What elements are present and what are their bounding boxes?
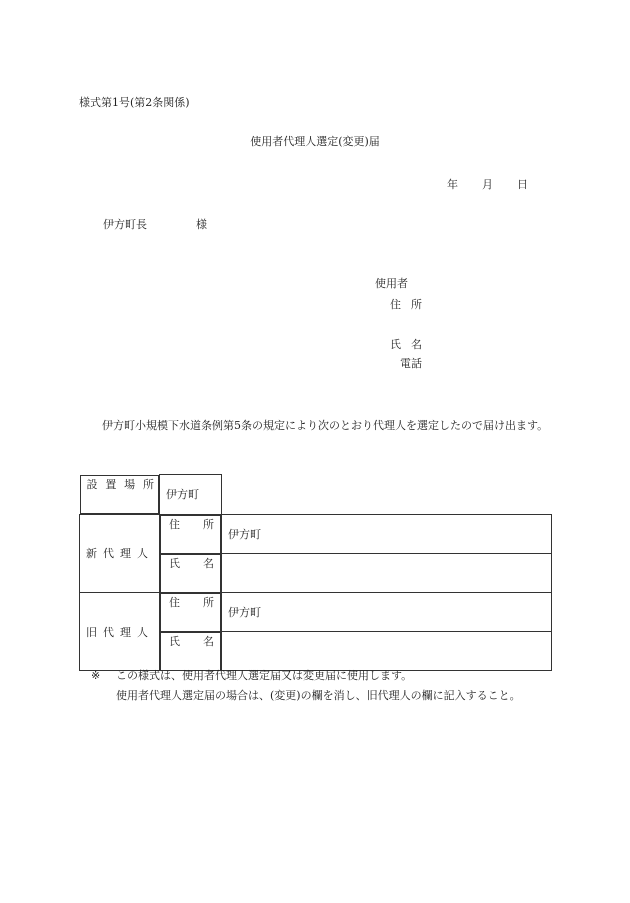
addressee-honorific: 様 [196, 218, 207, 231]
applicant-name-label: 氏名 [390, 338, 432, 351]
new-name-label-cell [160, 554, 221, 593]
location-label-char: 設 [86, 477, 98, 491]
table-row-location [80, 475, 552, 515]
note-line-1: この様式は、使用者代理人選定届又は変更届に使用します。 [116, 669, 413, 682]
address-label-char: 所 [203, 517, 214, 531]
location-label-char: 所 [142, 477, 154, 491]
old-name-value-cell[interactable] [222, 632, 552, 671]
new-name-value-cell[interactable] [222, 554, 552, 593]
table-row-old-address [80, 593, 552, 632]
addressee-name: 伊方町長 [103, 218, 147, 231]
location-label-cell [80, 475, 160, 514]
applicant-address-label: 住所 [390, 298, 432, 311]
name-label-char: 氏 [169, 634, 180, 648]
applicant-phone-label: 電話 [400, 357, 422, 370]
address-label-char: 住 [169, 595, 180, 609]
name-label-char: 名 [203, 556, 214, 570]
note-mark: ※ [91, 669, 101, 682]
date-day-label: 日 [517, 178, 528, 191]
new-address-value-cell[interactable] [222, 514, 552, 554]
form-number: 様式第1号(第2条関係) [79, 96, 190, 109]
note-line-2: 使用者代理人選定届の場合は、(変更)の欄を消し、旧代理人の欄に記入すること。 [116, 689, 521, 702]
old-name-label-cell [160, 632, 221, 671]
location-label-char: 場 [124, 477, 136, 491]
body-paragraph: 伊方町小規模下水道条例第5条の規定により次のとおり代理人を選定したので届け出ます。 [102, 419, 549, 432]
table-row-new-address [80, 514, 552, 554]
address-label-char: 住 [169, 517, 180, 531]
new-agent-label: 新代理人 [86, 547, 154, 561]
address-label-char: 所 [203, 595, 214, 609]
date-month-label: 月 [482, 178, 493, 191]
name-label-char: 名 [203, 634, 214, 648]
name-label-char: 氏 [169, 556, 180, 570]
old-agent-label: 旧代理人 [86, 625, 154, 639]
location-value: 伊方町 [166, 488, 199, 502]
new-address-label-cell [160, 515, 221, 554]
location-value-cell[interactable] [160, 475, 222, 515]
new-address-value: 伊方町 [228, 527, 261, 541]
agent-table [79, 474, 552, 671]
location-label-char: 置 [105, 477, 117, 491]
applicant-heading: 使用者 [375, 277, 408, 290]
old-address-label-cell [160, 593, 221, 632]
old-address-value-cell[interactable] [222, 593, 552, 632]
date-year-label: 年 [447, 178, 458, 191]
document-title: 使用者代理人選定(変更)届 [250, 135, 380, 148]
old-agent-label-cell [80, 593, 160, 671]
new-agent-label-cell [80, 514, 160, 593]
old-address-value: 伊方町 [228, 606, 261, 619]
